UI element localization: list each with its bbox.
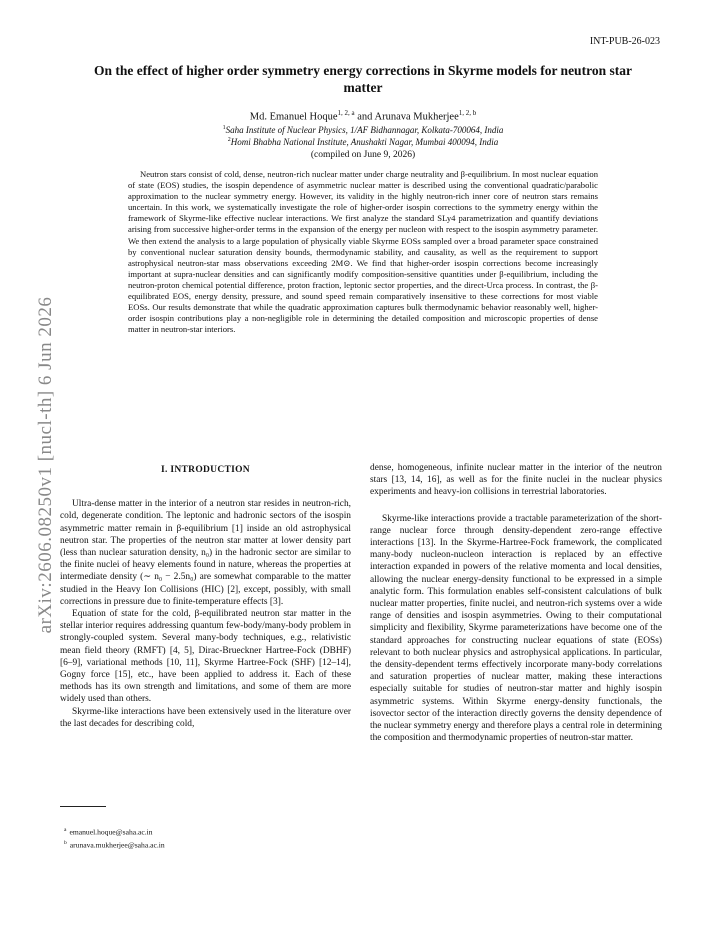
author-joiner: and [354, 111, 375, 123]
affiliation-2 [80, 137, 646, 147]
affiliation-text: Homi Bhabha National Institute, Anushakti Nagar, Mumbai 400094, India [230, 137, 499, 147]
abstract: Neutron stars consist of cold, dense, neutron-rich nuclear matter under charge neutrality and β-equilibrium. In most nuclear equation of state (EOS) studies, the isospin dependence of asymmetric nuclear matter is described using the conventional quadratic/parabolic approximation to the nuclear symmetry energy. However, its validity in the highly neutron-rich inner core of neutron stars remains uncertain. In this work, we systematically investigate the role of higher-order isospin corrections to the symmetry energy within the framework of Skyrme-like effective nuclear interactions. We first analyze the standard SLy4 parametrization and quantify deviations arising from successive higher-order terms in the expansion of the energy per nucleon with respect to the isospin asymmetry parameter. We then extend the analysis to a large population of physically viable Skyrme EOSs sampled over a broad parameter space constrained by conventional nuclear saturation density bounds, thermodynamic stability, and causality, as well as the requirement to support astrophysical neutron-star mass observations exceeding 2M⊙. We find that higher-order isospin corrections become increasingly important at supra-nuclear densities and can significantly modify composition-sensitive quantities under β-equilibrium, including the neutron-proton chemical potential difference, proton fraction, leptonic sector properties, and the direct-Urca process. In contrast, the β-equilibrated EOS, energy density, pressure, and sound speed remain comparatively insensitive to these corrections for most viable EOSs. Our results demonstrate that while the quadratic approximation captures bulk thermodynamic behavior reasonably well, higher-order isospin contributions play a non-negligible role in determining the detailed composition and microscopic properties of dense matter in neutron-star interiors. [128, 169, 598, 335]
footnote [64, 838, 165, 851]
email-text: arunava.mukherjee@saha.ac.in [69, 840, 165, 850]
affiliation-mark: 1 [222, 125, 226, 131]
paragraph: Equation of state for the cold, β-equilibrated neutron star matter in the stellar interior requires addressing quantum few-body/many-body problem in strongly-coupled system. Several many-body techniques, e.g., relativistic mean field theory (RMFT) [4, 5], Dirac-Brueckner Hartree-Fock (DBHF) [6–9], variational methods [10, 11], Skyrme Hartree-Fock (SHF) [12–14], Gogny force [15], etc., have been applied to address it. Each of these methods has its own strength and limitations, and some of them are more widely used than others. [60, 609, 351, 705]
author-marks: 1, 2, a [337, 109, 355, 117]
footnote-divider [60, 806, 106, 807]
right-column [370, 462, 662, 744]
left-column [60, 462, 351, 730]
email-text: emanuel.hoque@saha.ac.in [69, 827, 153, 837]
paragraph: Skyrme-like interactions provide a tractable parameterization of the short-range nuclear force through density-dependent zero-range effective interactions [13]. In the Skyrme-Hartree-Fock framework, the complicated many-body nucleon-nucleon interaction is replaced by an effective interaction expanded in powers of the relative momenta and local densities, allowing the nuclear energy-density functional to be expressed in a simple analytic form. This formulation enables self-consistent calculations of bulk nuclear matter properties, finite nuclei, and neutron-rich systems over a wide range of densities and isospin asymmetries. Owing to their computational simplicity and flexibility, Skyrme parameterizations have become one of the standard approaches for constructing nuclear equations of state (EOSs) relevant to both nuclear physics and astrophysical applications. In particular, the density-dependent terms effectively incorporate many-body correlations and saturation properties of nuclear matter, making these interactions especially suitable for studies of neutron-star matter and highly isospin asymmetric systems. Within Skyrme energy-density functionals, the isovector sector of the interaction directly governs the density dependence of the nuclear symmetry energy and therefore plays a central role in determining the composition and thermodynamic properties of neutron-star matter. [370, 513, 662, 744]
author-name: Arunava Mukherjee [374, 111, 459, 123]
report-number: INT-PUB-26-023 [589, 36, 660, 47]
affiliation-mark: 2 [227, 137, 231, 143]
paper-title: On the effect of higher order symmetry energy corrections in Skyrme models for neutron star matter [94, 63, 632, 95]
compiled-date: (compiled on June 9, 2026) [310, 150, 416, 160]
paragraph: Ultra-dense matter in the interior of a neutron star resides in neutron-rich, cold, degenerate condition. The leptonic and hadronic sectors of the isospin asymmetric matter remain in β-equilibrium [1] inside an old astrophysical neutron star. The properties of the neutron star matter at lower density part (less than nuclear saturation density, n₀) in the hadronic sector are similar to the finite nuclei of heavy elements found in nature, whereas the properties at intermediate density (∼ n₀ − 2.5n₀) are somewhat comparable to the matter studied in the Heavy Ion Collisions (HIC) [2], except, possibly, with small corrections in pressure due to finite-temperature effects [3]. [60, 499, 351, 607]
footnote [64, 825, 165, 838]
paragraph: Skyrme-like interactions have been extensively used in the literature over the last decades for describing cold, [60, 706, 351, 729]
paragraph: dense, homogeneous, infinite nuclear matter in the interior of the neutron stars [13, 14, 16], as well as for the finite nuclei in the nuclear physics experiments and heavy-ion collisions in terrestrial laboratories. [370, 463, 662, 498]
affiliation-1 [80, 125, 646, 135]
author-line [80, 109, 646, 123]
footnote-mark: b [64, 839, 67, 846]
author-marks: 1, 2, b [458, 109, 477, 117]
footnote-mark: a [64, 827, 67, 833]
affiliation-text: Saha Institute of Nuclear Physics, 1/AF Bidhannagar, Kolkata-700064, India [225, 125, 504, 135]
section-heading: I. INTRODUCTION [161, 465, 250, 475]
arxiv-side-stamp: arXiv:2606.08250v1 [nucl-th] 6 Jun 2026 [35, 296, 56, 634]
author-name: Md. Emanuel Hoque [249, 111, 338, 123]
footnotes [64, 825, 165, 850]
